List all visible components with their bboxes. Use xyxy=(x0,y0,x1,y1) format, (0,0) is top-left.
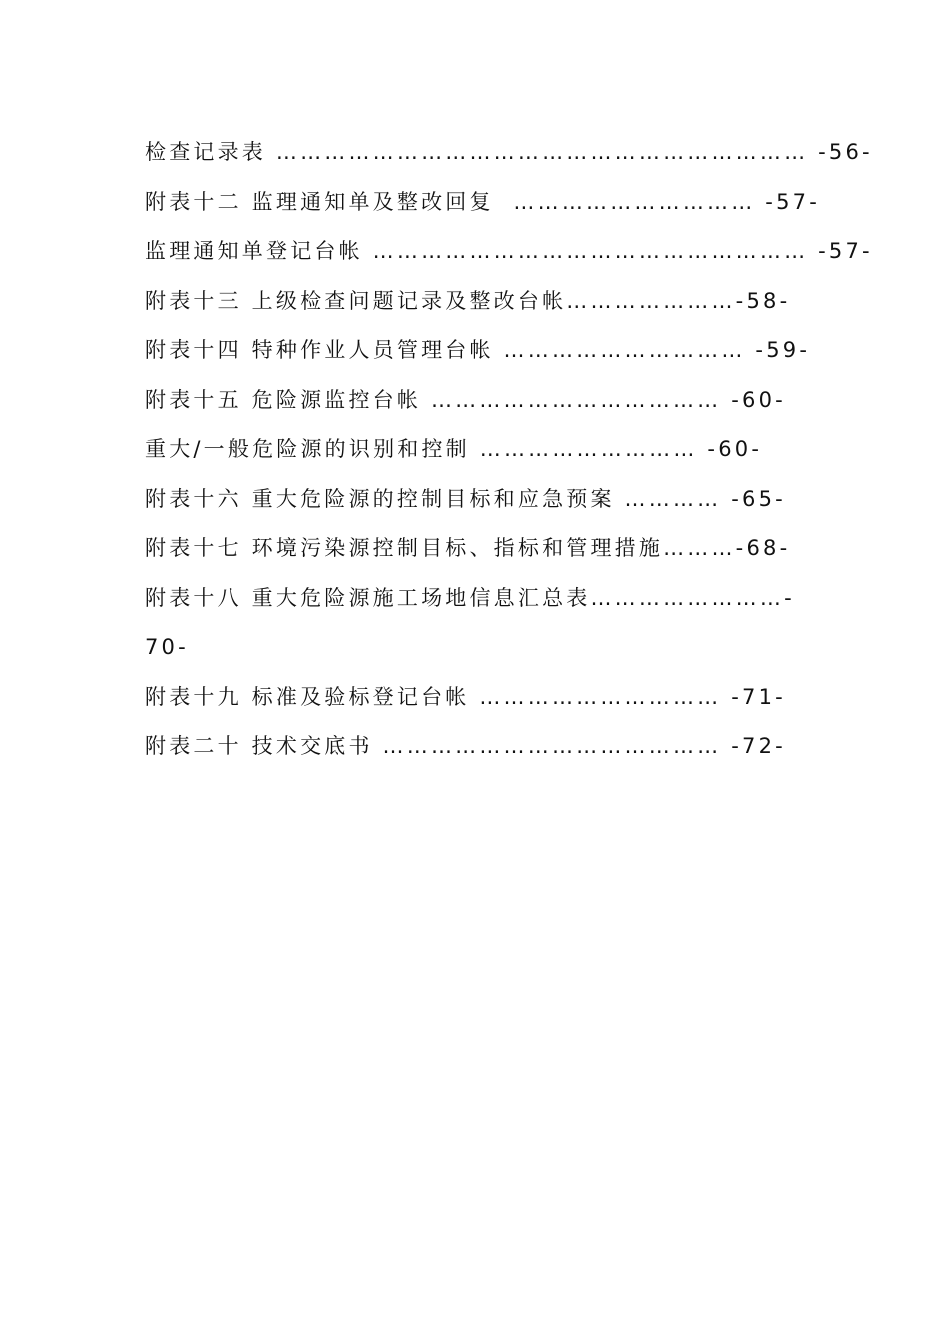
toc-entry: 附表十九 标准及验标登记台帐 ………………………… -71- xyxy=(145,684,786,709)
toc-entry: 附表十六 重大危险源的控制目标和应急预案 ………… -65- xyxy=(145,486,786,511)
toc-entry: 附表十八 重大危险源施工场地信息汇总表……………………- xyxy=(145,585,795,610)
toc-entry: 检查记录表 ………………………………………………………… -56- xyxy=(145,140,873,164)
toc-entry: 附表十三 上级检查问题记录及整改台帐…………………-58- xyxy=(145,288,791,313)
toc-entry: 附表十七 环境污染源控制目标、指标和管理措施………-68- xyxy=(145,536,791,560)
toc-entry: 附表十二 监理通知单及整改回复 ………………………… -57- xyxy=(145,189,820,214)
toc-entry: 附表十四 特种作业人员管理台帐 ………………………… -59- xyxy=(145,338,811,362)
toc-entry: 附表二十 技术交底书 …………………………………… -72- xyxy=(145,734,786,758)
toc-entry: 监理通知单登记台帐 ……………………………………………… -57- xyxy=(145,239,873,263)
toc-entry: 重大/一般危险源的识别和控制 ……………………… -60- xyxy=(145,437,763,461)
table-of-contents xyxy=(145,130,873,774)
toc-entry-continuation: 70- xyxy=(145,635,189,659)
toc-entry: 附表十五 危险源监控台帐 ……………………………… -60- xyxy=(145,387,786,412)
